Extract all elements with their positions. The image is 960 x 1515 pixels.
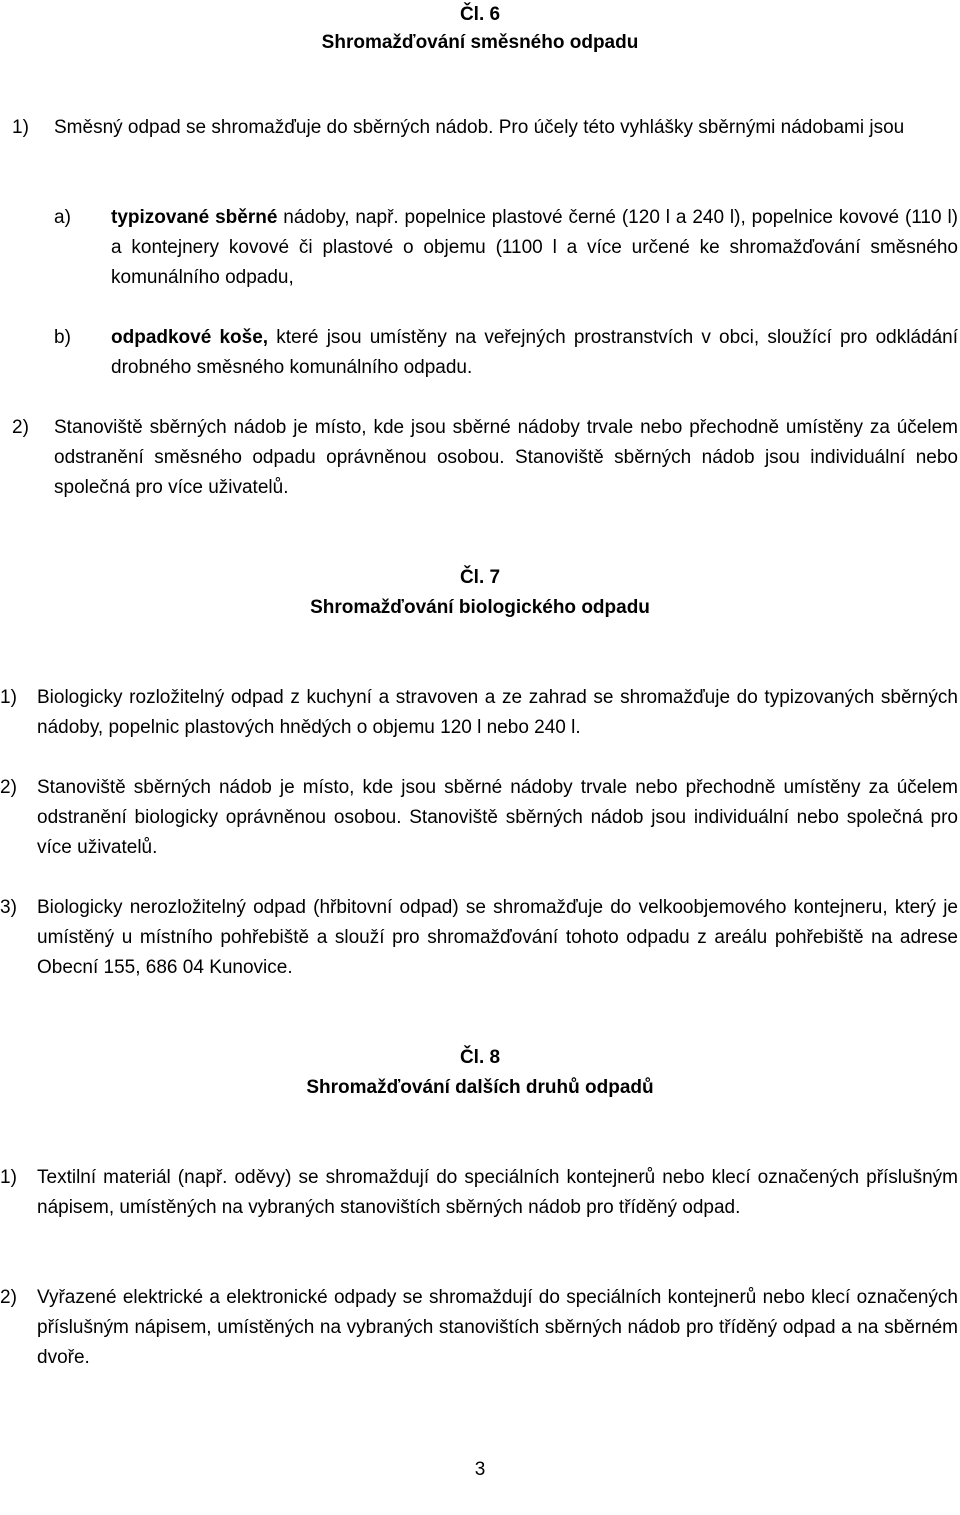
article-7-title: Shromažďování biologického odpadu	[310, 597, 650, 618]
art8-p2-number: 2)	[0, 1287, 17, 1308]
art6-b-bold: odpadkové koše,	[111, 327, 269, 348]
art6-a-rest: nádoby, např. popelnice plastové černé (120 l a 240 l), popelnice kovové (110 l) a kontejnery kovové či plastové o objemu (1100 l a více určené ke shromažďování směsného komunálního odpadu,	[111, 207, 958, 288]
art8-p1-number: 1)	[0, 1167, 17, 1188]
article-7-number: Čl. 7	[459, 567, 501, 588]
art6-a-bold: typizované sběrné	[111, 207, 278, 228]
art7-p2-text: Stanoviště sběrných nádob je místo, kde jsou sběrné nádoby trvale nebo přechodně umístěny za účelem odstranění biologicky oprávněnou osobou. Stanoviště sběrných nádob jsou individuální nebo společná pro více uživatelů.	[37, 777, 958, 858]
art8-p2-text: Vyřazené elektrické a elektronické odpady se shromaždují do speciálních kontejnerů nebo klecí označených příslušným nápisem, umístěných na vybraných stanovištích sběrných nádob pro tříděný odpad a na sběrném dvoře.	[37, 1287, 958, 1368]
art6-p2-text: Stanoviště sběrných nádob je místo, kde jsou sběrné nádoby trvale nebo přechodně umístěny za účelem odstranění směsného odpadu oprávněnou osobou. Stanoviště sběrných nádob jsou individuální nebo společná pro více uživatelů.	[54, 417, 958, 498]
article-8-number: Čl. 8	[459, 1047, 501, 1068]
article-6-title: Shromažďování směsného odpadu	[321, 32, 639, 53]
art7-p3-text: Biologicky nerozložitelný odpad (hřbitovní odpad) se shromažďuje do velkoobjemového kontejneru, který je umístěný u místního pohřebiště a slouží pro shromažďování tohoto odpadu z areálu pohřebiště na adrese Obecní 155, 686 04 Kunovice.	[37, 897, 958, 978]
art6-a-text	[111, 203, 958, 293]
art6-p1-text: Směsný odpad se shromažďuje do sběrných nádob. Pro účely této vyhlášky sběrnými nádobami jsou	[54, 117, 905, 138]
art8-p1-text: Textilní materiál (např. oděvy) se shromaždují do speciálních kontejnerů nebo klecí označených příslušným nápisem, umístěných na vybraných stanovištích sběrných nádob pro tříděný odpad.	[37, 1167, 958, 1218]
art7-p1-number: 1)	[0, 687, 17, 708]
art7-p1-text: Biologicky rozložitelný odpad z kuchyní a stravoven a ze zahrad se shromažďuje do typizovaných sběrných nádoby, popelnic plastových hnědých o objemu 120 l nebo 240 l.	[37, 687, 958, 738]
art6-b-rest: které jsou umístěny na veřejných prostranstvích v obci, sloužící pro odkládání drobného směsného komunálního odpadu.	[111, 327, 958, 378]
art6-p2-number: 2)	[12, 417, 29, 438]
article-6-number: Čl. 6	[459, 4, 501, 25]
art6-b-text	[111, 323, 958, 383]
art6-a-number: a)	[54, 207, 71, 228]
art6-p1-number: 1)	[12, 117, 29, 138]
art7-p2-number: 2)	[0, 777, 17, 798]
art7-p3-number: 3)	[0, 897, 17, 918]
page-number: 3	[474, 1459, 486, 1480]
art6-b-number: b)	[54, 327, 71, 348]
article-8-title: Shromažďování dalších druhů odpadů	[306, 1077, 654, 1098]
